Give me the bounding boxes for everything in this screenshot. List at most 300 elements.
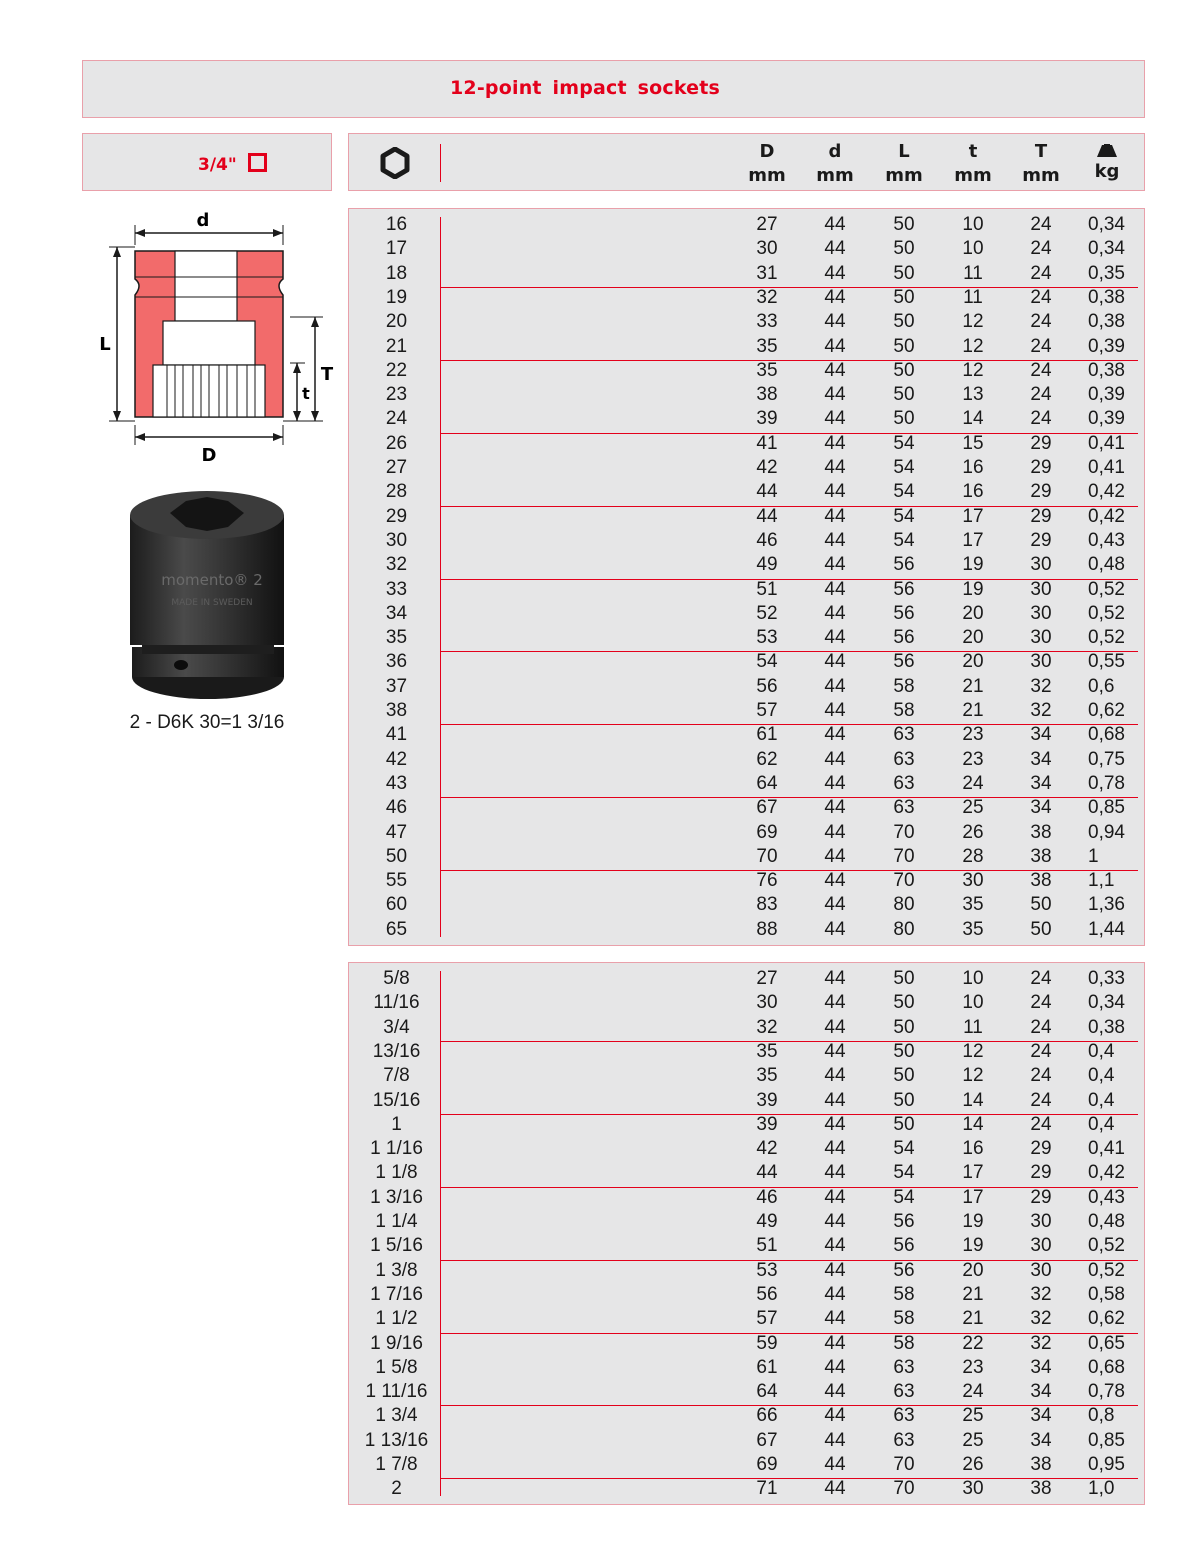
col-header-kg: kg (1077, 140, 1137, 184)
cell-L: 80 (893, 918, 915, 940)
table-row (349, 578, 1144, 602)
cell-T: 29 (1030, 432, 1052, 454)
cell-kg: 0,43 (1088, 529, 1125, 551)
cell-size: 1 9/16 (370, 1332, 423, 1354)
cell-L: 70 (893, 1478, 915, 1500)
table-row (349, 699, 1144, 723)
cell-t: 25 (962, 1429, 984, 1451)
cell-kg: 1,1 (1088, 870, 1115, 892)
cell-size: 42 (385, 748, 408, 770)
table-row (349, 359, 1144, 383)
cell-t: 16 (962, 1138, 984, 1160)
cell-T: 24 (1030, 359, 1052, 381)
cell-t: 15 (962, 432, 984, 454)
cell-d: 44 (824, 1332, 846, 1354)
cell-d: 44 (824, 651, 846, 673)
cell-d: 44 (824, 1356, 846, 1378)
cell-D: 35 (756, 359, 778, 381)
cell-L: 50 (893, 384, 915, 406)
cell-t: 16 (962, 457, 984, 478)
cell-D: 41 (756, 432, 778, 454)
label-D: D (201, 445, 217, 466)
cell-D: 83 (756, 894, 778, 916)
cell-T: 29 (1030, 529, 1052, 551)
cell-D: 54 (756, 651, 778, 673)
table-row (349, 1307, 1144, 1331)
cell-D: 57 (756, 1308, 778, 1330)
cell-L: 56 (893, 651, 915, 673)
col-header-D: D mm (748, 141, 786, 186)
cell-t: 16 (962, 481, 984, 503)
cell-d: 44 (824, 1308, 846, 1330)
cell-D: 30 (756, 992, 778, 1014)
cell-D: 32 (756, 286, 778, 308)
cell-D: 69 (756, 821, 778, 843)
cell-D: 44 (756, 1162, 778, 1184)
cell-size: 1 1/4 (375, 1211, 418, 1232)
cell-L: 54 (893, 1162, 915, 1184)
cell-L: 56 (893, 578, 915, 600)
svg-text:MADE IN SWEDEN: MADE IN SWEDEN (171, 598, 253, 608)
page-title: 12-point impact sockets (450, 77, 721, 99)
table-row (349, 869, 1144, 893)
table-row (349, 1477, 1144, 1501)
cell-d: 44 (824, 578, 846, 600)
cell-T: 30 (1030, 1235, 1052, 1257)
cell-size: 16 (385, 214, 408, 235)
cell-kg: 0,62 (1088, 1308, 1125, 1330)
table-row (349, 1089, 1144, 1113)
cell-L: 70 (893, 821, 915, 843)
label-L: L (99, 334, 111, 355)
cell-t: 23 (962, 724, 984, 746)
cell-D: 61 (756, 1356, 778, 1378)
cell-t: 19 (962, 578, 984, 600)
cell-T: 29 (1030, 457, 1052, 478)
table-row (349, 1186, 1144, 1210)
cell-t: 30 (962, 870, 984, 892)
table-row (349, 1113, 1144, 1137)
table-row (349, 1161, 1144, 1185)
cell-D: 88 (756, 918, 778, 940)
cell-d: 44 (824, 432, 846, 454)
cell-L: 56 (893, 1235, 915, 1257)
cell-kg: 0,62 (1088, 700, 1125, 721)
cell-D: 61 (756, 724, 778, 746)
svg-text:momento® 2: momento® 2 (161, 571, 263, 589)
cell-L: 50 (893, 359, 915, 381)
cell-size: 32 (385, 554, 408, 576)
cell-kg: 0,48 (1088, 1211, 1125, 1232)
table-row (349, 262, 1144, 286)
cell-T: 24 (1030, 1065, 1052, 1087)
table-row (349, 286, 1144, 310)
cell-d: 44 (824, 821, 846, 843)
cell-t: 35 (962, 918, 984, 940)
cell-kg: 0,34 (1088, 214, 1125, 235)
cell-size: 2 (391, 1478, 402, 1500)
cell-L: 56 (893, 1259, 915, 1281)
cell-t: 24 (962, 772, 984, 794)
cell-D: 66 (756, 1405, 778, 1427)
cell-L: 80 (893, 894, 915, 916)
cell-kg: 0,4 (1088, 1089, 1115, 1111)
cell-kg: 0,52 (1088, 627, 1125, 649)
cell-t: 14 (962, 1089, 984, 1111)
cell-D: 62 (756, 748, 778, 770)
cell-D: 38 (756, 384, 778, 406)
cell-size: 5/8 (383, 968, 410, 989)
table-row (349, 432, 1144, 456)
cell-t: 14 (962, 408, 984, 430)
weight-icon (1096, 144, 1118, 158)
cell-L: 58 (893, 675, 915, 697)
cell-size: 65 (385, 918, 408, 940)
cell-kg: 0,75 (1088, 748, 1125, 770)
cell-t: 20 (962, 1259, 984, 1281)
cell-kg: 0,42 (1088, 481, 1125, 503)
cell-t: 17 (962, 1186, 984, 1208)
cell-d: 44 (824, 602, 846, 624)
cell-d: 44 (824, 1016, 846, 1038)
table-row (349, 456, 1144, 480)
table-row (349, 335, 1144, 359)
cell-L: 50 (893, 238, 915, 260)
cell-t: 12 (962, 311, 984, 333)
table-row (349, 918, 1144, 942)
cell-t: 23 (962, 748, 984, 770)
cell-d: 44 (824, 1429, 846, 1451)
cell-t: 20 (962, 627, 984, 649)
cell-d: 44 (824, 1283, 846, 1305)
cell-L: 54 (893, 481, 915, 503)
cell-T: 30 (1030, 554, 1052, 576)
table-row (349, 480, 1144, 504)
table-row (349, 796, 1144, 820)
cell-size: 7/8 (383, 1065, 410, 1087)
drive-size-box (82, 133, 332, 191)
cell-L: 50 (893, 286, 915, 308)
cell-t: 17 (962, 1162, 984, 1184)
cell-t: 24 (962, 1381, 984, 1403)
cell-size: 28 (385, 481, 408, 503)
cell-size: 47 (385, 821, 408, 843)
cell-L: 50 (893, 992, 915, 1014)
cell-size: 19 (385, 286, 408, 308)
cell-d: 44 (824, 238, 846, 260)
cell-kg: 0,41 (1088, 1138, 1125, 1160)
cell-d: 44 (824, 797, 846, 819)
cell-kg: 0,65 (1088, 1332, 1125, 1354)
cell-L: 50 (893, 214, 915, 235)
cell-d: 44 (824, 408, 846, 430)
cell-kg: 1,44 (1088, 918, 1125, 940)
cell-D: 35 (756, 1040, 778, 1062)
cell-d: 44 (824, 384, 846, 406)
table-row (349, 1210, 1144, 1234)
cell-T: 34 (1030, 748, 1052, 770)
cell-D: 53 (756, 627, 778, 649)
cell-T: 30 (1030, 602, 1052, 624)
table-row (349, 967, 1144, 991)
cell-T: 24 (1030, 262, 1052, 284)
cell-T: 34 (1030, 1405, 1052, 1427)
cell-T: 38 (1030, 1478, 1052, 1500)
cell-d: 44 (824, 845, 846, 867)
cell-L: 50 (893, 1016, 915, 1038)
cell-t: 22 (962, 1332, 984, 1354)
cell-size: 15/16 (372, 1089, 421, 1111)
cell-size: 17 (385, 238, 408, 260)
cell-d: 44 (824, 481, 846, 503)
col-header-L: L mm (885, 141, 923, 186)
cell-kg: 0,39 (1088, 384, 1125, 406)
table-row (349, 1234, 1144, 1258)
cell-T: 24 (1030, 1089, 1052, 1111)
cell-t: 28 (962, 845, 984, 867)
cell-size: 20 (385, 311, 408, 333)
table-row (349, 1429, 1144, 1453)
cell-D: 42 (756, 457, 778, 478)
cell-T: 24 (1030, 408, 1052, 430)
cell-L: 50 (893, 968, 915, 989)
cell-t: 12 (962, 359, 984, 381)
cell-L: 56 (893, 1211, 915, 1232)
cell-size: 1 3/16 (370, 1186, 423, 1208)
cell-size: 1 7/16 (370, 1283, 423, 1305)
cell-size: 38 (385, 700, 408, 721)
cell-kg: 0,78 (1088, 772, 1125, 794)
cell-size: 1 7/8 (375, 1454, 418, 1475)
cell-t: 14 (962, 1113, 984, 1135)
cell-kg: 0,38 (1088, 359, 1125, 381)
cell-D: 51 (756, 578, 778, 600)
cell-t: 17 (962, 505, 984, 527)
cell-D: 51 (756, 1235, 778, 1257)
col-header-t: t mm (954, 141, 992, 186)
inch-sizes-table (348, 962, 1145, 1505)
cell-kg: 0,41 (1088, 432, 1125, 454)
table-row (349, 675, 1144, 699)
cell-size: 27 (385, 457, 408, 478)
table-row (349, 310, 1144, 334)
socket-cross-section-diagram (95, 205, 335, 467)
cell-d: 44 (824, 359, 846, 381)
cell-kg: 0,4 (1088, 1065, 1115, 1087)
cell-t: 10 (962, 968, 984, 989)
cell-size: 30 (385, 529, 408, 551)
cell-d: 44 (824, 1138, 846, 1160)
cell-kg: 0,48 (1088, 554, 1125, 576)
cell-d: 44 (824, 214, 846, 235)
cell-kg: 0,52 (1088, 1259, 1125, 1281)
cell-D: 44 (756, 481, 778, 503)
cell-size: 1 (391, 1113, 402, 1135)
cell-t: 25 (962, 797, 984, 819)
cell-kg: 0,58 (1088, 1283, 1125, 1305)
cell-T: 34 (1030, 1356, 1052, 1378)
cell-L: 54 (893, 529, 915, 551)
cell-T: 30 (1030, 1211, 1052, 1232)
cell-D: 44 (756, 505, 778, 527)
cell-kg: 0,35 (1088, 262, 1125, 284)
cell-T: 34 (1030, 797, 1052, 819)
cell-t: 11 (963, 262, 983, 284)
cell-T: 30 (1030, 651, 1052, 673)
cell-L: 58 (893, 700, 915, 721)
cell-size: 21 (385, 335, 408, 357)
cell-d: 44 (824, 1162, 846, 1184)
cell-D: 64 (756, 772, 778, 794)
cell-T: 30 (1030, 1259, 1052, 1281)
cell-D: 39 (756, 1089, 778, 1111)
cell-t: 10 (962, 238, 984, 260)
table-row (349, 1332, 1144, 1356)
title-bar (82, 60, 1145, 118)
cell-T: 38 (1030, 845, 1052, 867)
cell-T: 24 (1030, 1113, 1052, 1135)
cell-D: 33 (756, 311, 778, 333)
table-row (349, 772, 1144, 796)
cell-size: 1 1/2 (375, 1308, 418, 1330)
cell-kg: 0,4 (1088, 1040, 1115, 1062)
cell-kg: 0,39 (1088, 408, 1125, 430)
table-row (349, 1259, 1144, 1283)
cell-D: 71 (756, 1478, 778, 1500)
cell-L: 56 (893, 554, 915, 576)
cell-D: 27 (756, 968, 778, 989)
drive-size-label: 3/4" (198, 155, 237, 175)
table-row (349, 626, 1144, 650)
cell-t: 19 (962, 554, 984, 576)
cell-t: 20 (962, 651, 984, 673)
cell-T: 32 (1030, 675, 1052, 697)
cell-d: 44 (824, 748, 846, 770)
cell-L: 63 (893, 724, 915, 746)
cell-L: 50 (893, 262, 915, 284)
cell-D: 67 (756, 797, 778, 819)
cell-T: 24 (1030, 286, 1052, 308)
cell-t: 12 (962, 335, 984, 357)
cell-kg: 0,8 (1088, 1405, 1115, 1427)
cell-D: 56 (756, 1283, 778, 1305)
cell-T: 32 (1030, 1283, 1052, 1305)
cell-T: 34 (1030, 772, 1052, 794)
cell-kg: 0,42 (1088, 505, 1125, 527)
cell-size: 36 (385, 651, 408, 673)
cell-kg: 0,38 (1088, 286, 1125, 308)
cell-D: 70 (756, 845, 778, 867)
cell-T: 32 (1030, 700, 1052, 721)
cell-size: 37 (385, 675, 408, 697)
col-header-d: d mm (816, 141, 854, 186)
cell-L: 63 (893, 1429, 915, 1451)
cell-T: 29 (1030, 1186, 1052, 1208)
cell-D: 67 (756, 1429, 778, 1451)
cell-kg: 1,0 (1088, 1478, 1115, 1500)
cell-kg: 0,6 (1088, 675, 1115, 697)
cell-L: 58 (893, 1332, 915, 1354)
cell-kg: 0,34 (1088, 238, 1125, 260)
cell-kg: 1,36 (1088, 894, 1125, 916)
cell-d: 44 (824, 1211, 846, 1232)
cell-kg: 0,34 (1088, 992, 1125, 1014)
cell-T: 38 (1030, 1454, 1052, 1475)
cell-size: 46 (385, 797, 408, 819)
cell-L: 50 (893, 1113, 915, 1135)
cell-D: 39 (756, 408, 778, 430)
table-row (349, 748, 1144, 772)
cell-d: 44 (824, 1478, 846, 1500)
cell-t: 30 (962, 1478, 984, 1500)
table-row (349, 845, 1144, 869)
table-row (349, 1453, 1144, 1477)
cell-size: 13/16 (372, 1040, 421, 1062)
cell-d: 44 (824, 1259, 846, 1281)
cell-d: 44 (824, 311, 846, 333)
table-row (349, 1064, 1144, 1088)
cell-L: 54 (893, 457, 915, 478)
cell-T: 38 (1030, 870, 1052, 892)
cell-d: 44 (824, 457, 846, 478)
cell-kg: 0,52 (1088, 578, 1125, 600)
cell-kg: 0,38 (1088, 311, 1125, 333)
cell-kg: 0,43 (1088, 1186, 1125, 1208)
cell-T: 29 (1030, 1138, 1052, 1160)
table-row (349, 1404, 1144, 1428)
cell-d: 44 (824, 1089, 846, 1111)
cell-T: 24 (1030, 238, 1052, 260)
column-header (348, 133, 1145, 191)
cell-size: 60 (385, 894, 408, 916)
cell-d: 44 (824, 700, 846, 721)
cell-L: 56 (893, 627, 915, 649)
cell-kg: 0,68 (1088, 724, 1125, 746)
cell-L: 58 (893, 1283, 915, 1305)
table-row (349, 1040, 1144, 1064)
label-t: t (302, 384, 310, 403)
cell-T: 29 (1030, 481, 1052, 503)
cell-t: 10 (962, 992, 984, 1014)
cell-L: 56 (893, 602, 915, 624)
cell-T: 32 (1030, 1308, 1052, 1330)
cell-D: 56 (756, 675, 778, 697)
cell-kg: 0,52 (1088, 602, 1125, 624)
cell-size: 18 (385, 262, 408, 284)
table-row (349, 602, 1144, 626)
cell-T: 38 (1030, 821, 1052, 843)
cell-d: 44 (824, 918, 846, 940)
cell-T: 34 (1030, 1429, 1052, 1451)
header-divider (440, 144, 441, 182)
label-d: d (196, 210, 210, 231)
cell-t: 23 (962, 1356, 984, 1378)
cell-T: 50 (1030, 918, 1052, 940)
cell-kg: 0,55 (1088, 651, 1125, 673)
cell-t: 21 (962, 1308, 984, 1330)
cell-T: 24 (1030, 384, 1052, 406)
table-row (349, 650, 1144, 674)
cell-d: 44 (824, 772, 846, 794)
cell-D: 46 (756, 1186, 778, 1208)
cell-T: 24 (1030, 968, 1052, 989)
cell-t: 11 (963, 1016, 983, 1038)
cell-d: 44 (824, 1040, 846, 1062)
cell-kg: 0,52 (1088, 1235, 1125, 1257)
cell-d: 44 (824, 286, 846, 308)
label-T: T (320, 364, 334, 385)
cell-D: 57 (756, 700, 778, 721)
